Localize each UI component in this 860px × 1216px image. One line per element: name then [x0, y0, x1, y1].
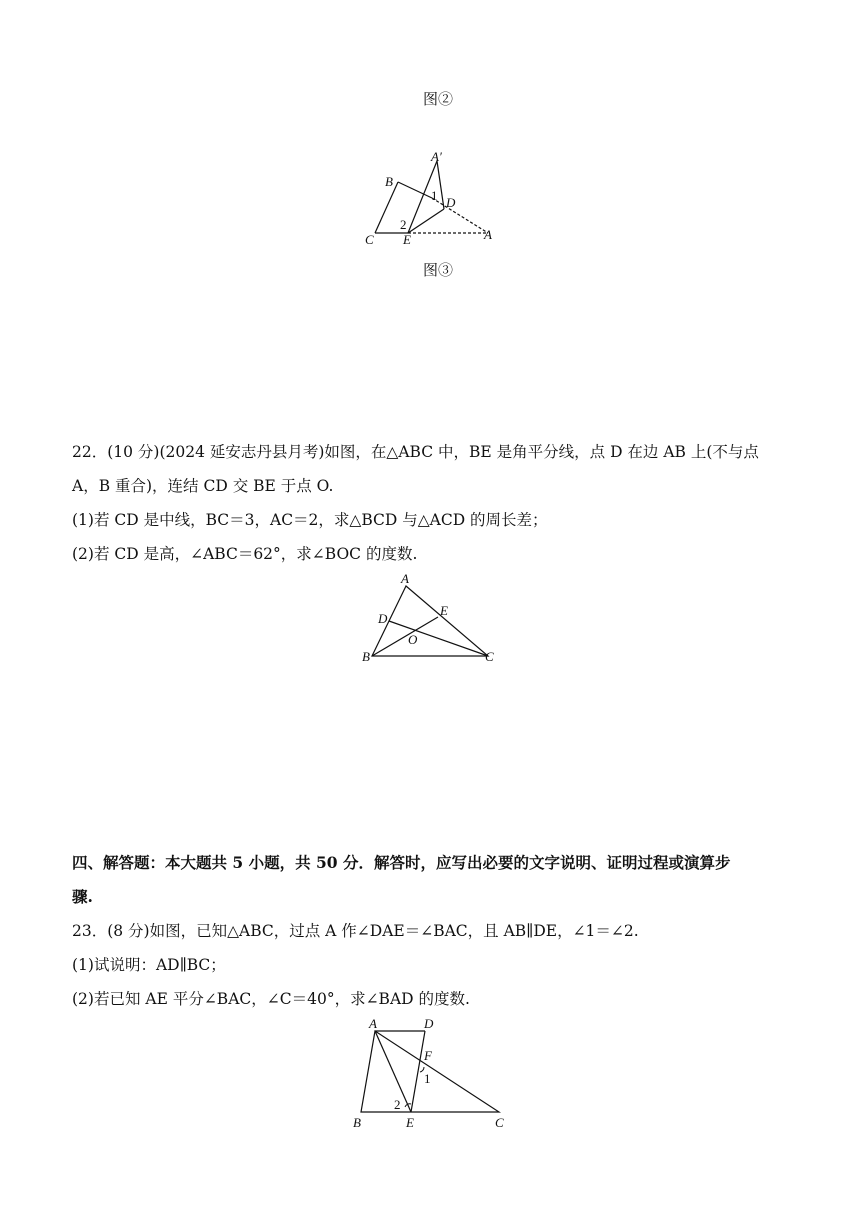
- q23-angle-2: 2: [394, 1097, 401, 1112]
- section-4-heading-line-2: 骤.: [72, 887, 93, 906]
- fig3-dashed-da: [432, 198, 488, 233]
- q22-label-d: D: [378, 611, 388, 626]
- q23-part-1: (1)试说明：AD∥BC；: [72, 956, 226, 974]
- q22-line-1: 22．(10 分)(2024 延安志丹县月考)如图，在△ABC 中，BE 是角平分线，点 D 在边 AB 上(不与点: [72, 443, 759, 461]
- fig3-label-e: E: [403, 232, 411, 247]
- q23-line-de: [411, 1031, 425, 1112]
- figure-2-caption: 图②: [422, 90, 453, 108]
- q22-label-e: E: [440, 603, 448, 618]
- fig3-angle-1: 1: [431, 188, 438, 203]
- fig3-label-d: D: [446, 195, 456, 210]
- fig3-label-c: C: [365, 232, 374, 247]
- q22-line-cd: [389, 621, 488, 656]
- fig3-label-a-prime: A′: [431, 149, 442, 164]
- q23-part-2: (2)若已知 AE 平分∠BAC，∠C＝40°，求∠BAD 的度数.: [72, 990, 470, 1008]
- q23-angle-1: 1: [424, 1071, 431, 1086]
- q22-label-o: O: [408, 632, 418, 647]
- fig3-line-bc: [375, 182, 398, 233]
- figure-3-caption: 图③: [422, 261, 453, 279]
- q23-figure-diagram: [345, 1012, 515, 1134]
- q22-line-2: A，B 重合)，连结 CD 交 BE 于点 O.: [72, 477, 334, 495]
- fig3-line-b-fold: [398, 182, 432, 198]
- fig3-angle-2: 2: [400, 217, 407, 232]
- section-4-heading-line-1: 四、解答题：本大题共 5 小题，共 50 分．解答时，应写出必要的文字说明、证明过程或演算步: [72, 853, 731, 872]
- figure-3-diagram: [355, 140, 505, 250]
- q22-triangle-diagram: [358, 570, 508, 670]
- q23-label-c: C: [495, 1115, 504, 1130]
- q23-label-a: A: [369, 1016, 377, 1031]
- q22-part-2: (2)若 CD 是高，∠ABC＝62°，求∠BOC 的度数.: [72, 545, 418, 563]
- q23-line-1: 23．(8 分)如图，已知△ABC，过点 A 作∠DAE＝∠BAC，且 AB∥DE，∠1＝∠2.: [72, 922, 639, 940]
- q22-label-a: A: [401, 571, 409, 586]
- q23-label-e: E: [406, 1115, 414, 1130]
- q23-label-f: F: [424, 1048, 432, 1063]
- fig3-label-a: A: [484, 227, 492, 242]
- q23-label-d: D: [424, 1016, 434, 1031]
- fig3-label-b: B: [385, 174, 393, 189]
- q22-part-1: (1)若 CD 是中线，BC＝3，AC＝2，求△BCD 与△ACD 的周长差；: [72, 511, 548, 529]
- q22-label-c: C: [485, 649, 494, 664]
- q22-label-b: B: [362, 649, 370, 664]
- q23-label-b: B: [353, 1115, 361, 1130]
